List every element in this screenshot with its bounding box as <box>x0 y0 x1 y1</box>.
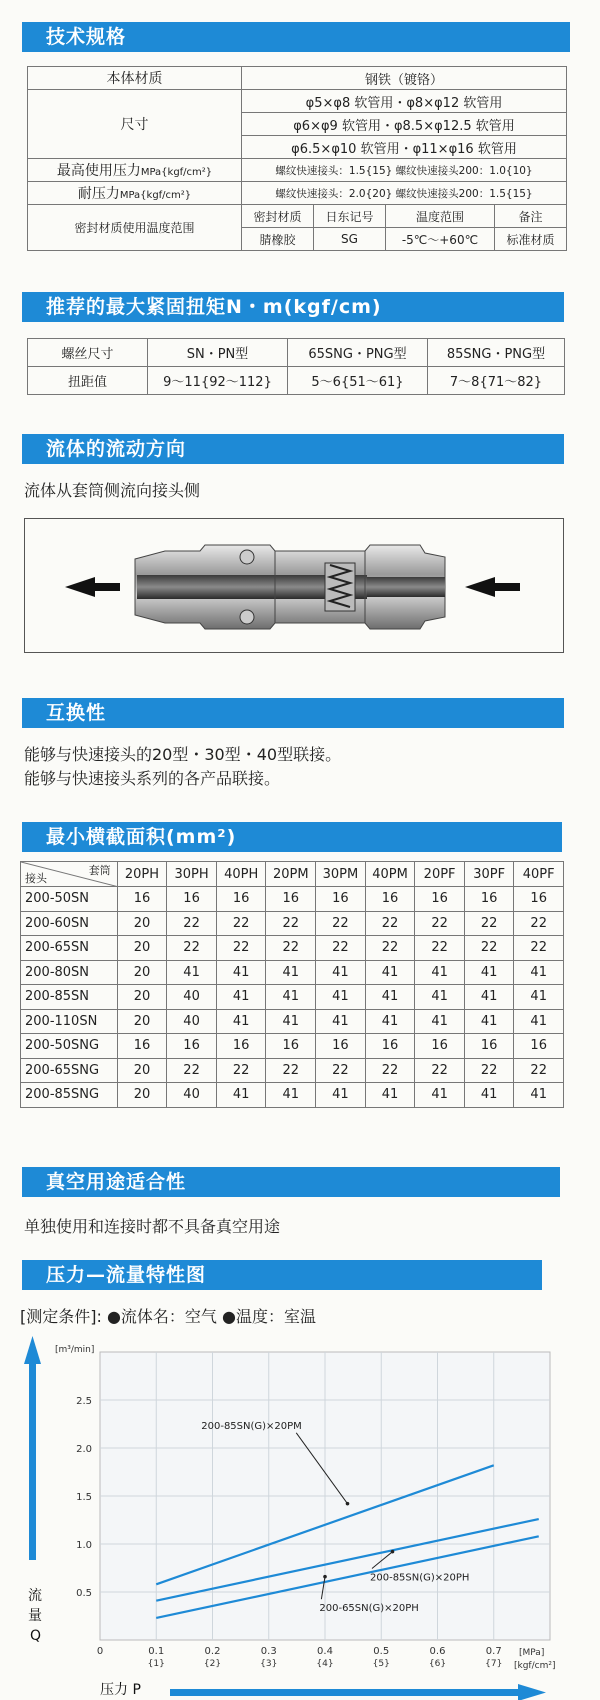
max-pressure-unit: MPa{kgf/cm²} <box>140 167 213 178</box>
area-row-name: 200-65SN <box>21 936 118 961</box>
area-cell: 22 <box>365 911 415 936</box>
seal-value: SG <box>313 228 385 251</box>
y-axis-label-1: 流 <box>28 1588 42 1604</box>
area-cell: 16 <box>216 1034 266 1059</box>
area-cell: 41 <box>415 985 465 1010</box>
body-material-value: 钢铁（镀铬） <box>242 67 567 90</box>
y-tick-label: 2.0 <box>76 1444 92 1455</box>
area-cell: 41 <box>266 985 316 1010</box>
x-tick-kgf-label: {5} <box>372 1659 390 1669</box>
area-cell: 41 <box>216 1009 266 1034</box>
area-column-header: 30PF <box>464 862 514 887</box>
torque-value: 9～11{92～112} <box>148 367 288 395</box>
area-cell: 22 <box>266 1058 316 1083</box>
area-cell: 22 <box>365 1058 415 1083</box>
area-cell: 22 <box>167 911 217 936</box>
torque-value: 7～8{71～82} <box>428 367 565 395</box>
area-column-header: 20PM <box>266 862 316 887</box>
area-column-header: 30PM <box>316 862 366 887</box>
area-row-name: 200-85SN <box>21 985 118 1010</box>
area-row-name: 200-80SN <box>21 960 118 985</box>
y-tick-label: 1.0 <box>76 1540 92 1551</box>
section-title-torque: 推荐的最大紧固扭矩N・m(kgf/cm) <box>22 292 564 322</box>
area-column-header: 30PH <box>167 862 217 887</box>
area-cell: 40 <box>167 1009 217 1034</box>
size-row: φ5×φ8 软管用・φ8×φ12 软管用 <box>242 90 567 113</box>
table-row <box>21 887 564 912</box>
x-tick-kgf-label: {3} <box>260 1659 278 1669</box>
area-cell: 20 <box>117 911 167 936</box>
proof-pressure-value: 螺纹快速接头：2.0{20} 螺纹快速接头200：1.5{15} <box>242 182 567 205</box>
area-cell: 40 <box>167 985 217 1010</box>
flow-description: 流体从套筒侧流向接头侧 <box>24 481 201 500</box>
area-cell: 16 <box>266 887 316 912</box>
x-axis-unit-bottom: [kgf/cm²] <box>514 1661 556 1671</box>
interchange-line-2: 能够与快速接头系列的各产品联接。 <box>24 769 281 788</box>
area-row-name: 200-65SNG <box>21 1058 118 1083</box>
series-label-pointer <box>346 1502 350 1506</box>
x-tick-label: 0.2 <box>204 1646 221 1657</box>
vacuum-description: 单独使用和连接时都不具备真空用途 <box>24 1217 281 1236</box>
proof-pressure-label-cell <box>28 182 242 205</box>
area-cell: 22 <box>365 936 415 961</box>
y-axis-unit: [m³/min] <box>55 1345 95 1355</box>
x-tick-kgf-label: {1} <box>147 1659 165 1669</box>
area-row-name: 200-85SNG <box>21 1083 118 1108</box>
flow-arrow-left-icon <box>65 577 120 597</box>
x-tick-kgf-label: {4} <box>316 1659 334 1669</box>
table-row <box>21 936 564 961</box>
seal-header: 温度范围 <box>385 205 494 228</box>
x-tick-label: 0.3 <box>260 1646 277 1657</box>
area-cell: 20 <box>117 936 167 961</box>
pressure-flow-chart <box>0 1330 600 1700</box>
area-cell: 22 <box>167 1058 217 1083</box>
y-axis-label-2: 量 <box>28 1608 42 1624</box>
area-cell: 20 <box>117 960 167 985</box>
area-cell: 41 <box>216 985 266 1010</box>
area-cell: 41 <box>266 960 316 985</box>
torque-value: 5～6{51～61} <box>288 367 428 395</box>
y-tick-label: 2.5 <box>76 1396 92 1407</box>
x-tick-label: 0.4 <box>317 1646 333 1657</box>
section-title-area: 最小横截面积(mm²) <box>22 822 562 852</box>
area-cell: 22 <box>464 911 514 936</box>
spec-table <box>27 66 567 251</box>
area-cell: 16 <box>365 1034 415 1059</box>
area-cell: 16 <box>117 1034 167 1059</box>
area-cell: 22 <box>216 911 266 936</box>
area-cell: 41 <box>216 960 266 985</box>
area-cell: 20 <box>117 1058 167 1083</box>
section-title-chart: 压力—流量特性图 <box>22 1260 542 1290</box>
area-corner-top: 套筒 <box>88 864 111 877</box>
table-row <box>21 1083 564 1108</box>
y-axis-label-3: Q <box>30 1628 42 1644</box>
proof-pressure-unit: MPa{kgf/cm²} <box>119 190 192 201</box>
area-cell: 41 <box>514 960 564 985</box>
area-cell: 16 <box>216 887 266 912</box>
flow-arrow-right-icon <box>465 577 520 597</box>
series-label: 200-85SN(G)×20PM <box>201 1420 302 1432</box>
area-cell: 41 <box>464 1009 514 1034</box>
area-column-header: 20PF <box>415 862 465 887</box>
area-cell: 41 <box>316 985 366 1010</box>
area-cell: 22 <box>514 936 564 961</box>
area-cell: 41 <box>415 1083 465 1108</box>
area-cell: 41 <box>365 1009 415 1034</box>
torque-header: SN・PN型 <box>148 339 288 367</box>
area-cell: 16 <box>514 1034 564 1059</box>
seal-value: 腈橡胶 <box>242 228 314 251</box>
area-cell: 41 <box>464 960 514 985</box>
interchange-line-1: 能够与快速接头的20型・30型・40型联接。 <box>24 745 342 764</box>
area-cell: 22 <box>167 936 217 961</box>
series-label: 200-85SN(G)×20PH <box>370 1572 470 1584</box>
area-column-header: 40PM <box>365 862 415 887</box>
coupler-body-icon <box>135 545 445 629</box>
area-cell: 16 <box>316 887 366 912</box>
area-row-name: 200-60SN <box>21 911 118 936</box>
area-cell: 41 <box>316 1009 366 1034</box>
section-title-spec: 技术规格 <box>22 22 570 52</box>
torque-header: 85SNG・PNG型 <box>428 339 565 367</box>
area-cell: 22 <box>415 911 465 936</box>
area-cell: 22 <box>266 936 316 961</box>
table-row <box>21 960 564 985</box>
x-axis-arrow-icon <box>170 1684 546 1700</box>
max-pressure-value: 螺纹快速接头：1.5{15} 螺纹快速接头200：1.0{10} <box>242 159 567 182</box>
area-corner-cell <box>21 862 118 887</box>
max-pressure-label: 最高使用压力 <box>56 163 141 179</box>
seal-header: 密封材质 <box>242 205 314 228</box>
table-row <box>21 911 564 936</box>
area-cell: 22 <box>216 936 266 961</box>
area-table <box>20 861 564 1108</box>
area-cell: 40 <box>167 1083 217 1108</box>
series-label: 200-65SN(G)×20PH <box>319 1603 419 1615</box>
area-corner-bottom: 接头 <box>25 872 47 885</box>
area-column-header: 40PF <box>514 862 564 887</box>
area-cell: 22 <box>316 936 366 961</box>
x-axis-label: 压力 P <box>100 1682 141 1698</box>
chart-conditions: [测定条件]: ●流体名：空气 ●温度：室温 <box>20 1307 316 1326</box>
area-cell: 41 <box>266 1083 316 1108</box>
table-row <box>21 1058 564 1083</box>
x-tick-kgf-label: {6} <box>428 1659 447 1669</box>
area-row-name: 200-50SN <box>21 887 118 912</box>
area-cell: 41 <box>365 960 415 985</box>
area-row-name: 200-110SN <box>21 1009 118 1034</box>
area-cell: 22 <box>415 1058 465 1083</box>
max-pressure-label-cell <box>28 159 242 182</box>
section-title-interchange: 互换性 <box>22 698 564 728</box>
area-cell: 41 <box>316 1083 366 1108</box>
area-cell: 41 <box>365 1083 415 1108</box>
area-cell: 41 <box>514 1009 564 1034</box>
series-label-pointer <box>323 1575 327 1579</box>
area-cell: 22 <box>316 911 366 936</box>
area-cell: 22 <box>316 1058 366 1083</box>
area-cell: 22 <box>216 1058 266 1083</box>
area-row-name: 200-50SNG <box>21 1034 118 1059</box>
x-axis-unit-top: [MPa] <box>519 1648 545 1658</box>
area-cell: 16 <box>415 887 465 912</box>
area-cell: 22 <box>514 911 564 936</box>
y-tick-label: 0.5 <box>76 1588 92 1599</box>
area-column-header: 20PH <box>117 862 167 887</box>
area-cell: 41 <box>415 1009 465 1034</box>
table-row <box>21 1009 564 1034</box>
section-title-flow: 流体的流动方向 <box>22 434 564 464</box>
size-label: 尺寸 <box>28 90 242 159</box>
torque-header: 65SNG・PNG型 <box>288 339 428 367</box>
seal-value: 标准材质 <box>494 228 566 251</box>
size-row: φ6×φ9 软管用・φ8.5×φ12.5 软管用 <box>242 113 567 136</box>
area-cell: 16 <box>316 1034 366 1059</box>
proof-pressure-label: 耐压力 <box>77 186 120 202</box>
area-cell: 41 <box>514 985 564 1010</box>
area-cell: 20 <box>117 1009 167 1034</box>
area-cell: 41 <box>464 1083 514 1108</box>
area-cell: 22 <box>464 936 514 961</box>
x-tick-label: 0.1 <box>148 1646 165 1657</box>
area-cell: 16 <box>464 1034 514 1059</box>
area-cell: 16 <box>167 887 217 912</box>
area-column-header: 40PH <box>216 862 266 887</box>
body-material-label: 本体材质 <box>28 67 242 90</box>
area-cell: 41 <box>514 1083 564 1108</box>
x-tick-label: 0.5 <box>373 1646 390 1657</box>
torque-header: 螺丝尺寸 <box>28 339 148 367</box>
table-row <box>21 985 564 1010</box>
coupler-illustration <box>25 519 565 654</box>
flow-diagram <box>24 518 564 653</box>
area-cell: 16 <box>117 887 167 912</box>
x-tick-label: 0.7 <box>485 1646 502 1657</box>
area-cell: 16 <box>464 887 514 912</box>
x-tick-kgf-label: {7} <box>485 1659 503 1669</box>
area-cell: 41 <box>216 1083 266 1108</box>
y-axis-arrow-icon <box>24 1336 41 1560</box>
area-cell: 22 <box>464 1058 514 1083</box>
area-cell: 16 <box>514 887 564 912</box>
area-cell: 41 <box>415 960 465 985</box>
seal-header: 日东记号 <box>313 205 385 228</box>
area-cell: 16 <box>415 1034 465 1059</box>
series-label-pointer <box>391 1550 395 1554</box>
area-cell: 41 <box>167 960 217 985</box>
size-row: φ6.5×φ10 软管用・φ11×φ16 软管用 <box>242 136 567 159</box>
section-title-vacuum: 真空用途适合性 <box>22 1167 560 1197</box>
area-cell: 41 <box>316 960 366 985</box>
area-cell: 20 <box>117 1083 167 1108</box>
area-cell: 41 <box>266 1009 316 1034</box>
area-cell: 41 <box>464 985 514 1010</box>
area-cell: 16 <box>167 1034 217 1059</box>
area-cell: 16 <box>365 887 415 912</box>
torque-table <box>27 338 565 395</box>
x-tick-label: 0 <box>96 1646 104 1657</box>
area-cell: 20 <box>117 985 167 1010</box>
y-tick-label: 1.5 <box>76 1492 92 1503</box>
area-cell: 41 <box>365 985 415 1010</box>
area-cell: 22 <box>266 911 316 936</box>
area-cell: 16 <box>266 1034 316 1059</box>
x-tick-label: 0.6 <box>429 1646 446 1657</box>
area-cell: 22 <box>514 1058 564 1083</box>
x-tick-kgf-label: {2} <box>203 1659 222 1669</box>
table-row <box>21 1034 564 1059</box>
seal-value: -5℃～+60℃ <box>385 228 494 251</box>
torque-row-label: 扭距值 <box>28 367 148 395</box>
seal-header: 备注 <box>494 205 566 228</box>
seal-label: 密封材质使用温度范围 <box>28 205 242 251</box>
area-cell: 22 <box>415 936 465 961</box>
